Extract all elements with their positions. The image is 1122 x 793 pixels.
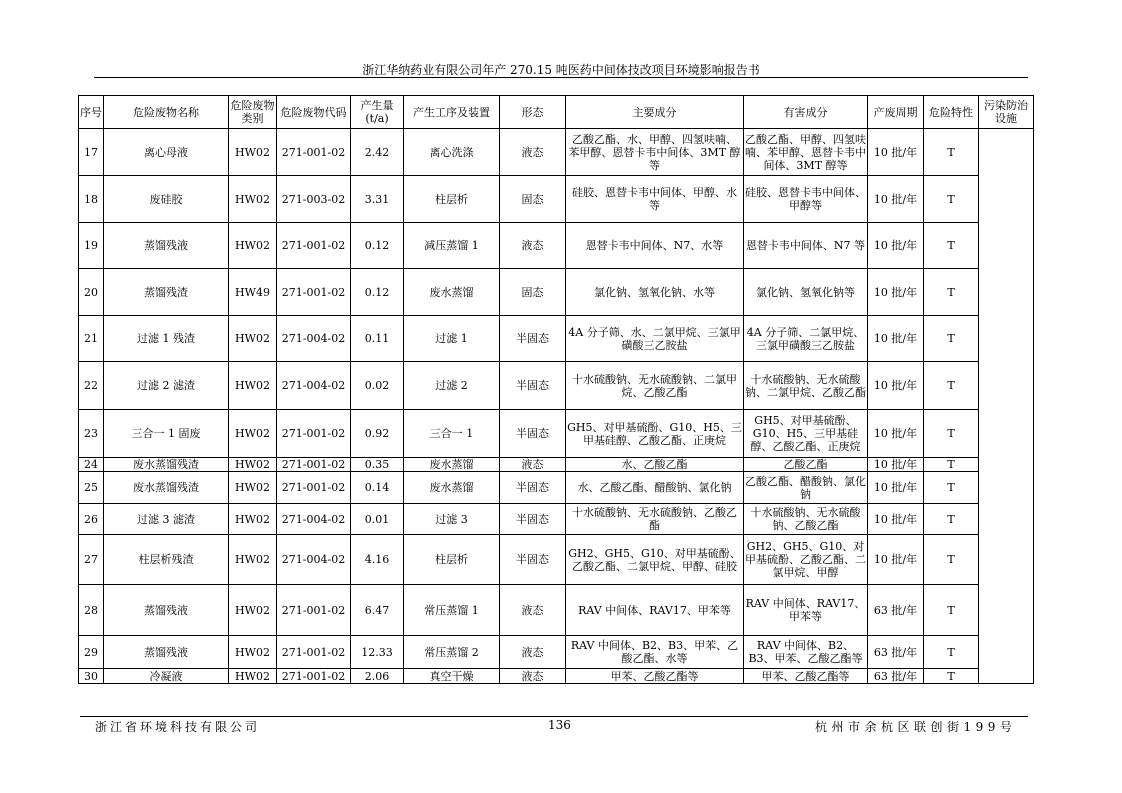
table-cell: 10 批/年: [868, 176, 924, 223]
table-cell: T: [924, 636, 979, 669]
table-cell: 废水蒸馏: [404, 472, 500, 504]
table-cell: 63 批/年: [868, 669, 924, 684]
table-cell: 半固态: [500, 535, 566, 585]
table-cell: 0.12: [351, 269, 404, 316]
report-title: 浙江华纳药业有限公司年产 270.15 吨医药中间体技改项目环境影响报告书: [362, 63, 760, 77]
table-cell: 半固态: [500, 410, 566, 458]
table-cell: 三合一 1: [404, 410, 500, 458]
table-cell: T: [924, 535, 979, 585]
table-cell: 过滤 1: [404, 316, 500, 362]
table-cell: 乙酸乙酯、水、甲醇、四氢呋喃、苯甲醇、恩替卡韦中间体、3MT 醇等: [566, 129, 744, 176]
table-cell: 271-004-02: [277, 316, 351, 362]
table-cell: HW02: [229, 585, 277, 636]
hazardous-waste-table: [78, 95, 1034, 684]
footer-company: 浙江省环境科技有限公司: [95, 720, 261, 734]
table-cell: 63 批/年: [868, 636, 924, 669]
table-cell: 液态: [500, 585, 566, 636]
table-row: [79, 362, 1034, 410]
table-cell: HW02: [229, 410, 277, 458]
table-cell: HW02: [229, 458, 277, 472]
table-cell: 十水硫酸钠、无水硫酸钠、乙酸乙酯: [566, 504, 744, 535]
table-cell: 液态: [500, 223, 566, 269]
table-cell: HW49: [229, 269, 277, 316]
table-cell: 氯化钠、氢氧化钠等: [744, 269, 868, 316]
table-cell: 固态: [500, 176, 566, 223]
table-row: [79, 585, 1034, 636]
footer-address: 杭州市余杭区联创街199号: [815, 720, 1017, 734]
table-cell: 常压蒸馏 2: [404, 636, 500, 669]
header-divider: [94, 77, 1028, 78]
table-cell: 固态: [500, 269, 566, 316]
column-header: 形态: [500, 96, 566, 129]
table-cell: 甲苯、乙酸乙酯等: [744, 669, 868, 684]
table-cell: 十水硫酸钠、无水硫酸钠、二氯甲烷、乙酸乙酯: [566, 362, 744, 410]
table-cell: 10 批/年: [868, 223, 924, 269]
column-header: 产废周期: [868, 96, 924, 129]
table-cell: 21: [79, 316, 104, 362]
column-header: 危险废物名称: [104, 96, 229, 129]
table-cell: T: [924, 176, 979, 223]
table-row: [79, 129, 1034, 176]
table-cell: GH5、对甲基硫酚、G10、H5、三甲基硅醇、乙酸乙酯、正庚烷: [744, 410, 868, 458]
table-cell: 20: [79, 269, 104, 316]
column-header: 序号: [79, 96, 104, 129]
table-cell: 10 批/年: [868, 362, 924, 410]
table-cell: 过滤 3 滤渣: [104, 504, 229, 535]
table-cell: 冷凝液: [104, 669, 229, 684]
column-header: 危险废物代码: [277, 96, 351, 129]
table-cell: GH2、GH5、G10、对甲基硫酚、乙酸乙酯、二氯甲烷、甲醇: [744, 535, 868, 585]
table-cell: 271-001-02: [277, 585, 351, 636]
column-header: 危险废物类别: [229, 96, 277, 129]
table-cell: 28: [79, 585, 104, 636]
table-cell: T: [924, 362, 979, 410]
table-cell: 柱层析残渣: [104, 535, 229, 585]
table-cell: 4.16: [351, 535, 404, 585]
table-cell: 10 批/年: [868, 269, 924, 316]
table-cell: 0.12: [351, 223, 404, 269]
table-row: [79, 472, 1034, 504]
table-cell: 恩替卡韦中间体、N7、水等: [566, 223, 744, 269]
table-cell: 常压蒸馏 1: [404, 585, 500, 636]
table-cell: T: [924, 585, 979, 636]
table-cell: 蒸馏残渣: [104, 269, 229, 316]
table-row: [79, 504, 1034, 535]
table-header-row: [79, 96, 1034, 129]
table-cell: 离心母液: [104, 129, 229, 176]
table-cell: 63 批/年: [868, 585, 924, 636]
table-cell: 271-001-02: [277, 472, 351, 504]
table-row: [79, 269, 1034, 316]
table-cell: 3.31: [351, 176, 404, 223]
table-cell: 27: [79, 535, 104, 585]
table-cell: T: [924, 223, 979, 269]
table-cell: RAV 中间体、B2、B3、甲苯、乙酸乙酯、水等: [566, 636, 744, 669]
table-cell: HW02: [229, 176, 277, 223]
table-cell: HW02: [229, 362, 277, 410]
table-cell: HW02: [229, 472, 277, 504]
table-cell: 23: [79, 410, 104, 458]
table-cell: HW02: [229, 504, 277, 535]
table-cell: HW02: [229, 669, 277, 684]
table-cell: GH2、GH5、G10、对甲基硫酚、乙酸乙酯、二氯甲烷、甲醇、硅胶: [566, 535, 744, 585]
table-cell: T: [924, 669, 979, 684]
table-row: [79, 410, 1034, 458]
table-cell: 氯化钠、氢氧化钠、水等: [566, 269, 744, 316]
column-header: 产生工序及装置: [404, 96, 500, 129]
table-cell: 271-001-02: [277, 269, 351, 316]
table-row: [79, 669, 1034, 684]
table-cell: 271-004-02: [277, 535, 351, 585]
table-row: [79, 636, 1034, 669]
table-cell: 离心洗涤: [404, 129, 500, 176]
table-cell: 柱层析: [404, 535, 500, 585]
table-cell: 6.47: [351, 585, 404, 636]
table-cell: 0.14: [351, 472, 404, 504]
table-cell: T: [924, 472, 979, 504]
table-cell: 硅胶、恩替卡韦中间体、甲醇、水等: [566, 176, 744, 223]
table-cell: 10 批/年: [868, 504, 924, 535]
table-cell: HW02: [229, 636, 277, 669]
table-cell: T: [924, 129, 979, 176]
table-row: [79, 535, 1034, 585]
table-cell: 10 批/年: [868, 458, 924, 472]
table-cell: HW02: [229, 316, 277, 362]
table-cell: 过滤 3: [404, 504, 500, 535]
table-cell: 半固态: [500, 504, 566, 535]
table-cell: RAV 中间体、RAV17、甲苯等: [566, 585, 744, 636]
table-row: [79, 316, 1034, 362]
table-cell: RAV 中间体、RAV17、甲苯等: [744, 585, 868, 636]
table-cell: 0.11: [351, 316, 404, 362]
table-cell: 废水蒸馏: [404, 458, 500, 472]
table-cell: 4A 分子筛、水、二氯甲烷、三氯甲磺酸三乙胺盐: [566, 316, 744, 362]
column-header: 危险特性: [924, 96, 979, 129]
table-cell: 271-001-02: [277, 223, 351, 269]
table-cell: HW02: [229, 129, 277, 176]
table-cell: 废水蒸馏残渣: [104, 472, 229, 504]
table-cell: 液态: [500, 458, 566, 472]
table-cell: 10 批/年: [868, 410, 924, 458]
table-cell: 恩替卡韦中间体、N7 等: [744, 223, 868, 269]
table-cell: 蒸馏残液: [104, 223, 229, 269]
table-cell: 蒸馏残液: [104, 585, 229, 636]
column-header: 有害成分: [744, 96, 868, 129]
table-cell: 271-004-02: [277, 362, 351, 410]
footer-divider: [80, 716, 1028, 717]
table-cell: 12.33: [351, 636, 404, 669]
table-cell: T: [924, 316, 979, 362]
table-cell: 271-004-02: [277, 504, 351, 535]
table-cell: RAV 中间体、B2、B3、甲苯、乙酸乙酯等: [744, 636, 868, 669]
table-cell: 乙酸乙酯: [744, 458, 868, 472]
table-cell: 柱层析: [404, 176, 500, 223]
table-cell: 半固态: [500, 316, 566, 362]
table-cell: 十水硫酸钠、无水硫酸钠、乙酸乙酯: [744, 504, 868, 535]
table-cell: 10 批/年: [868, 535, 924, 585]
table-cell: 液态: [500, 669, 566, 684]
table-cell: 271-001-02: [277, 636, 351, 669]
table-cell: 18: [79, 176, 104, 223]
table-cell: 26: [79, 504, 104, 535]
table-cell: 30: [79, 669, 104, 684]
table-cell: 25: [79, 472, 104, 504]
table-cell: 271-001-02: [277, 669, 351, 684]
table-cell: 271-001-02: [277, 458, 351, 472]
table-cell: 三合一 1 固废: [104, 410, 229, 458]
table-cell: 0.01: [351, 504, 404, 535]
table-cell: 半固态: [500, 362, 566, 410]
table-cell: 22: [79, 362, 104, 410]
table-cell: 水、乙酸乙酯、醋酸钠、氯化钠: [566, 472, 744, 504]
table-cell: 十水硫酸钠、无水硫酸钠、二氯甲烷、乙酸乙酯: [744, 362, 868, 410]
table-cell: 2.42: [351, 129, 404, 176]
table-cell: 半固态: [500, 472, 566, 504]
table-cell: T: [924, 504, 979, 535]
column-header: 产生量(t/a): [351, 96, 404, 129]
table-cell: 过滤 2 滤渣: [104, 362, 229, 410]
table-cell: 过滤 2: [404, 362, 500, 410]
table-row: [79, 176, 1034, 223]
table-cell: T: [924, 458, 979, 472]
table-cell: 2.06: [351, 669, 404, 684]
table-cell: 乙酸乙酯、甲醇、四氢呋喃、苯甲醇、恩替卡韦中间体、3MT 醇等: [744, 129, 868, 176]
table-cell: 硅胶、恩替卡韦中间体、甲醇等: [744, 176, 868, 223]
table-cell: 废水蒸馏残渣: [104, 458, 229, 472]
pollution-control-cell: [979, 129, 1034, 684]
table-cell: 废水蒸馏: [404, 269, 500, 316]
table-cell: 24: [79, 458, 104, 472]
table-cell: 271-001-02: [277, 129, 351, 176]
table-cell: 0.92: [351, 410, 404, 458]
table-row: [79, 458, 1034, 472]
table-cell: 蒸馏残液: [104, 636, 229, 669]
table-cell: 真空干燥: [404, 669, 500, 684]
table-cell: 4A 分子筛、二氯甲烷、三氯甲磺酸三乙胺盐: [744, 316, 868, 362]
table-cell: 过滤 1 残渣: [104, 316, 229, 362]
table-cell: 甲苯、乙酸乙酯等: [566, 669, 744, 684]
column-header: 污染防治设施: [979, 96, 1034, 129]
table-cell: 乙酸乙酯、醋酸钠、氯化钠: [744, 472, 868, 504]
table-cell: 液态: [500, 129, 566, 176]
table-cell: 10 批/年: [868, 316, 924, 362]
table-cell: 10 批/年: [868, 472, 924, 504]
table-cell: T: [924, 269, 979, 316]
table-cell: 19: [79, 223, 104, 269]
table-cell: HW02: [229, 535, 277, 585]
table-cell: 10 批/年: [868, 129, 924, 176]
table-cell: 0.02: [351, 362, 404, 410]
table-cell: 271-001-02: [277, 410, 351, 458]
table-cell: T: [924, 410, 979, 458]
table-cell: GH5、对甲基硫酚、G10、H5、三甲基硅醇、乙酸乙酯、正庚烷: [566, 410, 744, 458]
page-number: 136: [548, 718, 571, 732]
table-cell: 水、乙酸乙酯: [566, 458, 744, 472]
table-cell: 0.35: [351, 458, 404, 472]
table-cell: 液态: [500, 636, 566, 669]
column-header: 主要成分: [566, 96, 744, 129]
table-cell: 废硅胶: [104, 176, 229, 223]
table-cell: HW02: [229, 223, 277, 269]
table-row: [79, 223, 1034, 269]
table-cell: 271-003-02: [277, 176, 351, 223]
table-cell: 17: [79, 129, 104, 176]
table-cell: 29: [79, 636, 104, 669]
table-cell: 减压蒸馏 1: [404, 223, 500, 269]
